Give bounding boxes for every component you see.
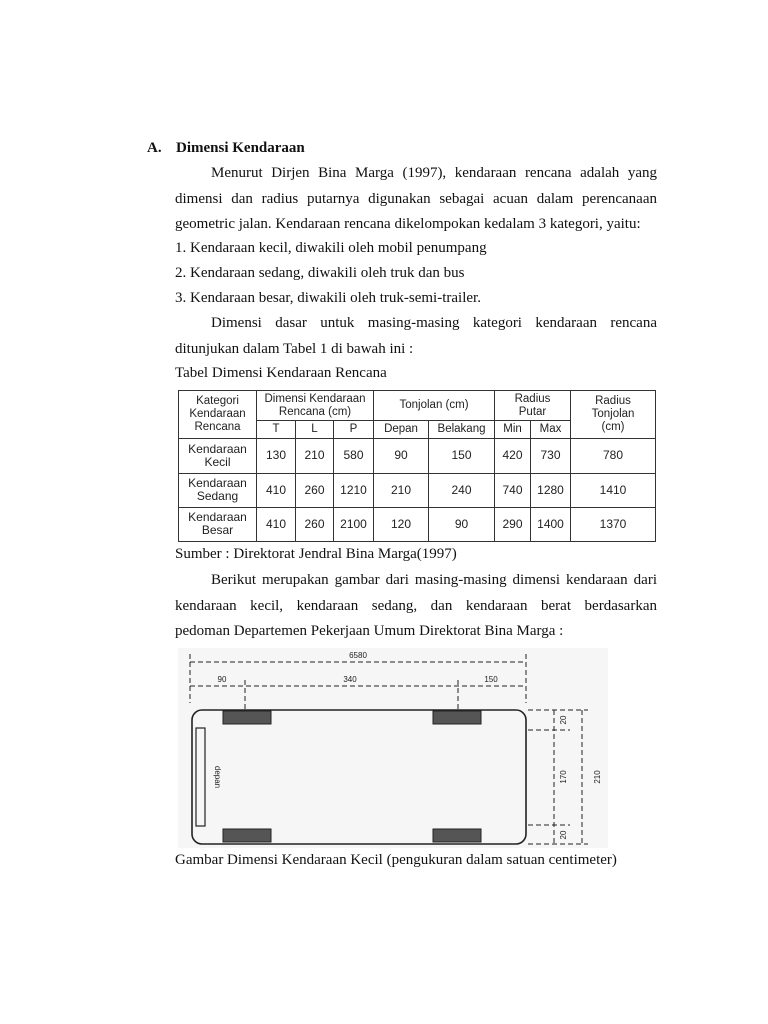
- header-max: Max: [531, 421, 571, 439]
- label-front: depan: [213, 765, 222, 789]
- paragraph-3-line-1: Berikut merupakan gambar dari masing-masing dimensi kendaraan dari: [211, 572, 657, 588]
- header-radius-putar: Radius Putar: [495, 391, 571, 421]
- row-name: Kendaraan Kecil: [179, 439, 257, 473]
- label-total-width: 210: [593, 770, 602, 784]
- front-left-wheel: [223, 711, 271, 724]
- cell-p: 580: [334, 439, 374, 473]
- paragraph-2-line-2: ditunjukan dalam Tabel 1 di bawah ini :: [175, 341, 414, 357]
- cell-belakang: 150: [429, 439, 495, 473]
- table-caption: Tabel Dimensi Kendaraan Rencana: [175, 365, 387, 381]
- cell-p: 2100: [334, 507, 374, 541]
- rear-left-wheel: [433, 711, 481, 724]
- paragraph-2-line-1: Dimensi dasar untuk masing-masing kategori kendaraan rencana: [211, 315, 657, 331]
- header-belakang: Belakang: [429, 421, 495, 439]
- label-total-length: 6580: [349, 651, 367, 660]
- figure-caption: Gambar Dimensi Kendaraan Kecil (pengukuran dalam satuan centimeter): [175, 852, 617, 868]
- front-right-wheel: [223, 829, 271, 842]
- vehicle-dimension-table: [178, 390, 656, 542]
- cell-tonjolan: 1410: [571, 473, 656, 507]
- cell-t: 130: [257, 439, 296, 473]
- label-front-overhang: 90: [217, 675, 227, 684]
- table-source: Sumber : Direktorat Jendral Bina Marga(1997): [175, 546, 457, 562]
- row-name: Kendaraan Besar: [179, 507, 257, 541]
- header-l: L: [296, 421, 334, 439]
- cell-depan: 90: [374, 439, 429, 473]
- cell-l: 260: [296, 507, 334, 541]
- cell-p: 1210: [334, 473, 374, 507]
- cell-min: 290: [495, 507, 531, 541]
- rear-right-wheel: [433, 829, 481, 842]
- header-kategori: Kategori Kendaraan Rencana: [179, 391, 257, 439]
- cell-tonjolan: 780: [571, 439, 656, 473]
- paragraph-3-line-3: pedoman Departemen Pekerjaan Umum Direktorat Bina Marga :: [175, 623, 564, 639]
- paragraph-1-line-3: geometric jalan. Kendaraan rencana dikelompokan kedalam 3 kategori, yaitu:: [175, 216, 641, 232]
- cell-max: 1280: [531, 473, 571, 507]
- header-t: T: [257, 421, 296, 439]
- cell-t: 410: [257, 473, 296, 507]
- list-item-1: 1. Kendaraan kecil, diwakili oleh mobil penumpang: [175, 240, 487, 256]
- cell-depan: 120: [374, 507, 429, 541]
- paragraph-1-line-2: dimensi dan radius putarnya digunakan sebagai acuan dalam perencanaan: [175, 191, 657, 207]
- header-radius-tonjolan: Radius Tonjolan (cm): [571, 391, 656, 439]
- row-name: Kendaraan Sedang: [179, 473, 257, 507]
- cell-belakang: 90: [429, 507, 495, 541]
- table-row: [179, 507, 656, 541]
- list-item-2: 2. Kendaraan sedang, diwakili oleh truk dan bus: [175, 265, 465, 281]
- cell-max: 730: [531, 439, 571, 473]
- section-title: Dimensi Kendaraan: [176, 140, 305, 156]
- vehicle-body: [192, 710, 526, 844]
- label-inner-width: 170: [559, 770, 568, 784]
- header-depan: Depan: [374, 421, 429, 439]
- cell-tonjolan: 1370: [571, 507, 656, 541]
- small-vehicle-dimension-diagram: [178, 648, 608, 848]
- cell-l: 260: [296, 473, 334, 507]
- header-dimensi: Dimensi Kendaraan Rencana (cm): [257, 391, 374, 421]
- table-row: [179, 473, 656, 507]
- cell-t: 410: [257, 507, 296, 541]
- cell-l: 210: [296, 439, 334, 473]
- table-row: [179, 439, 656, 473]
- label-side-bottom: 20: [559, 830, 568, 840]
- label-rear-overhang: 150: [484, 675, 498, 684]
- label-side-top: 20: [559, 715, 568, 725]
- header-tonjolan: Tonjolan (cm): [374, 391, 495, 421]
- cell-min: 740: [495, 473, 531, 507]
- header-min: Min: [495, 421, 531, 439]
- cell-max: 1400: [531, 507, 571, 541]
- paragraph-1-line-1: Menurut Dirjen Bina Marga (1997), kendaraan rencana adalah yang: [211, 165, 657, 181]
- cell-depan: 210: [374, 473, 429, 507]
- section-letter: A.: [147, 140, 162, 156]
- paragraph-3-line-2: kendaraan kecil, kendaraan sedang, dan kendaraan berat berdasarkan: [175, 598, 657, 614]
- header-p: P: [334, 421, 374, 439]
- cell-min: 420: [495, 439, 531, 473]
- cell-belakang: 240: [429, 473, 495, 507]
- list-item-3: 3. Kendaraan besar, diwakili oleh truk-semi-trailer.: [175, 290, 481, 306]
- label-wheelbase: 340: [343, 675, 357, 684]
